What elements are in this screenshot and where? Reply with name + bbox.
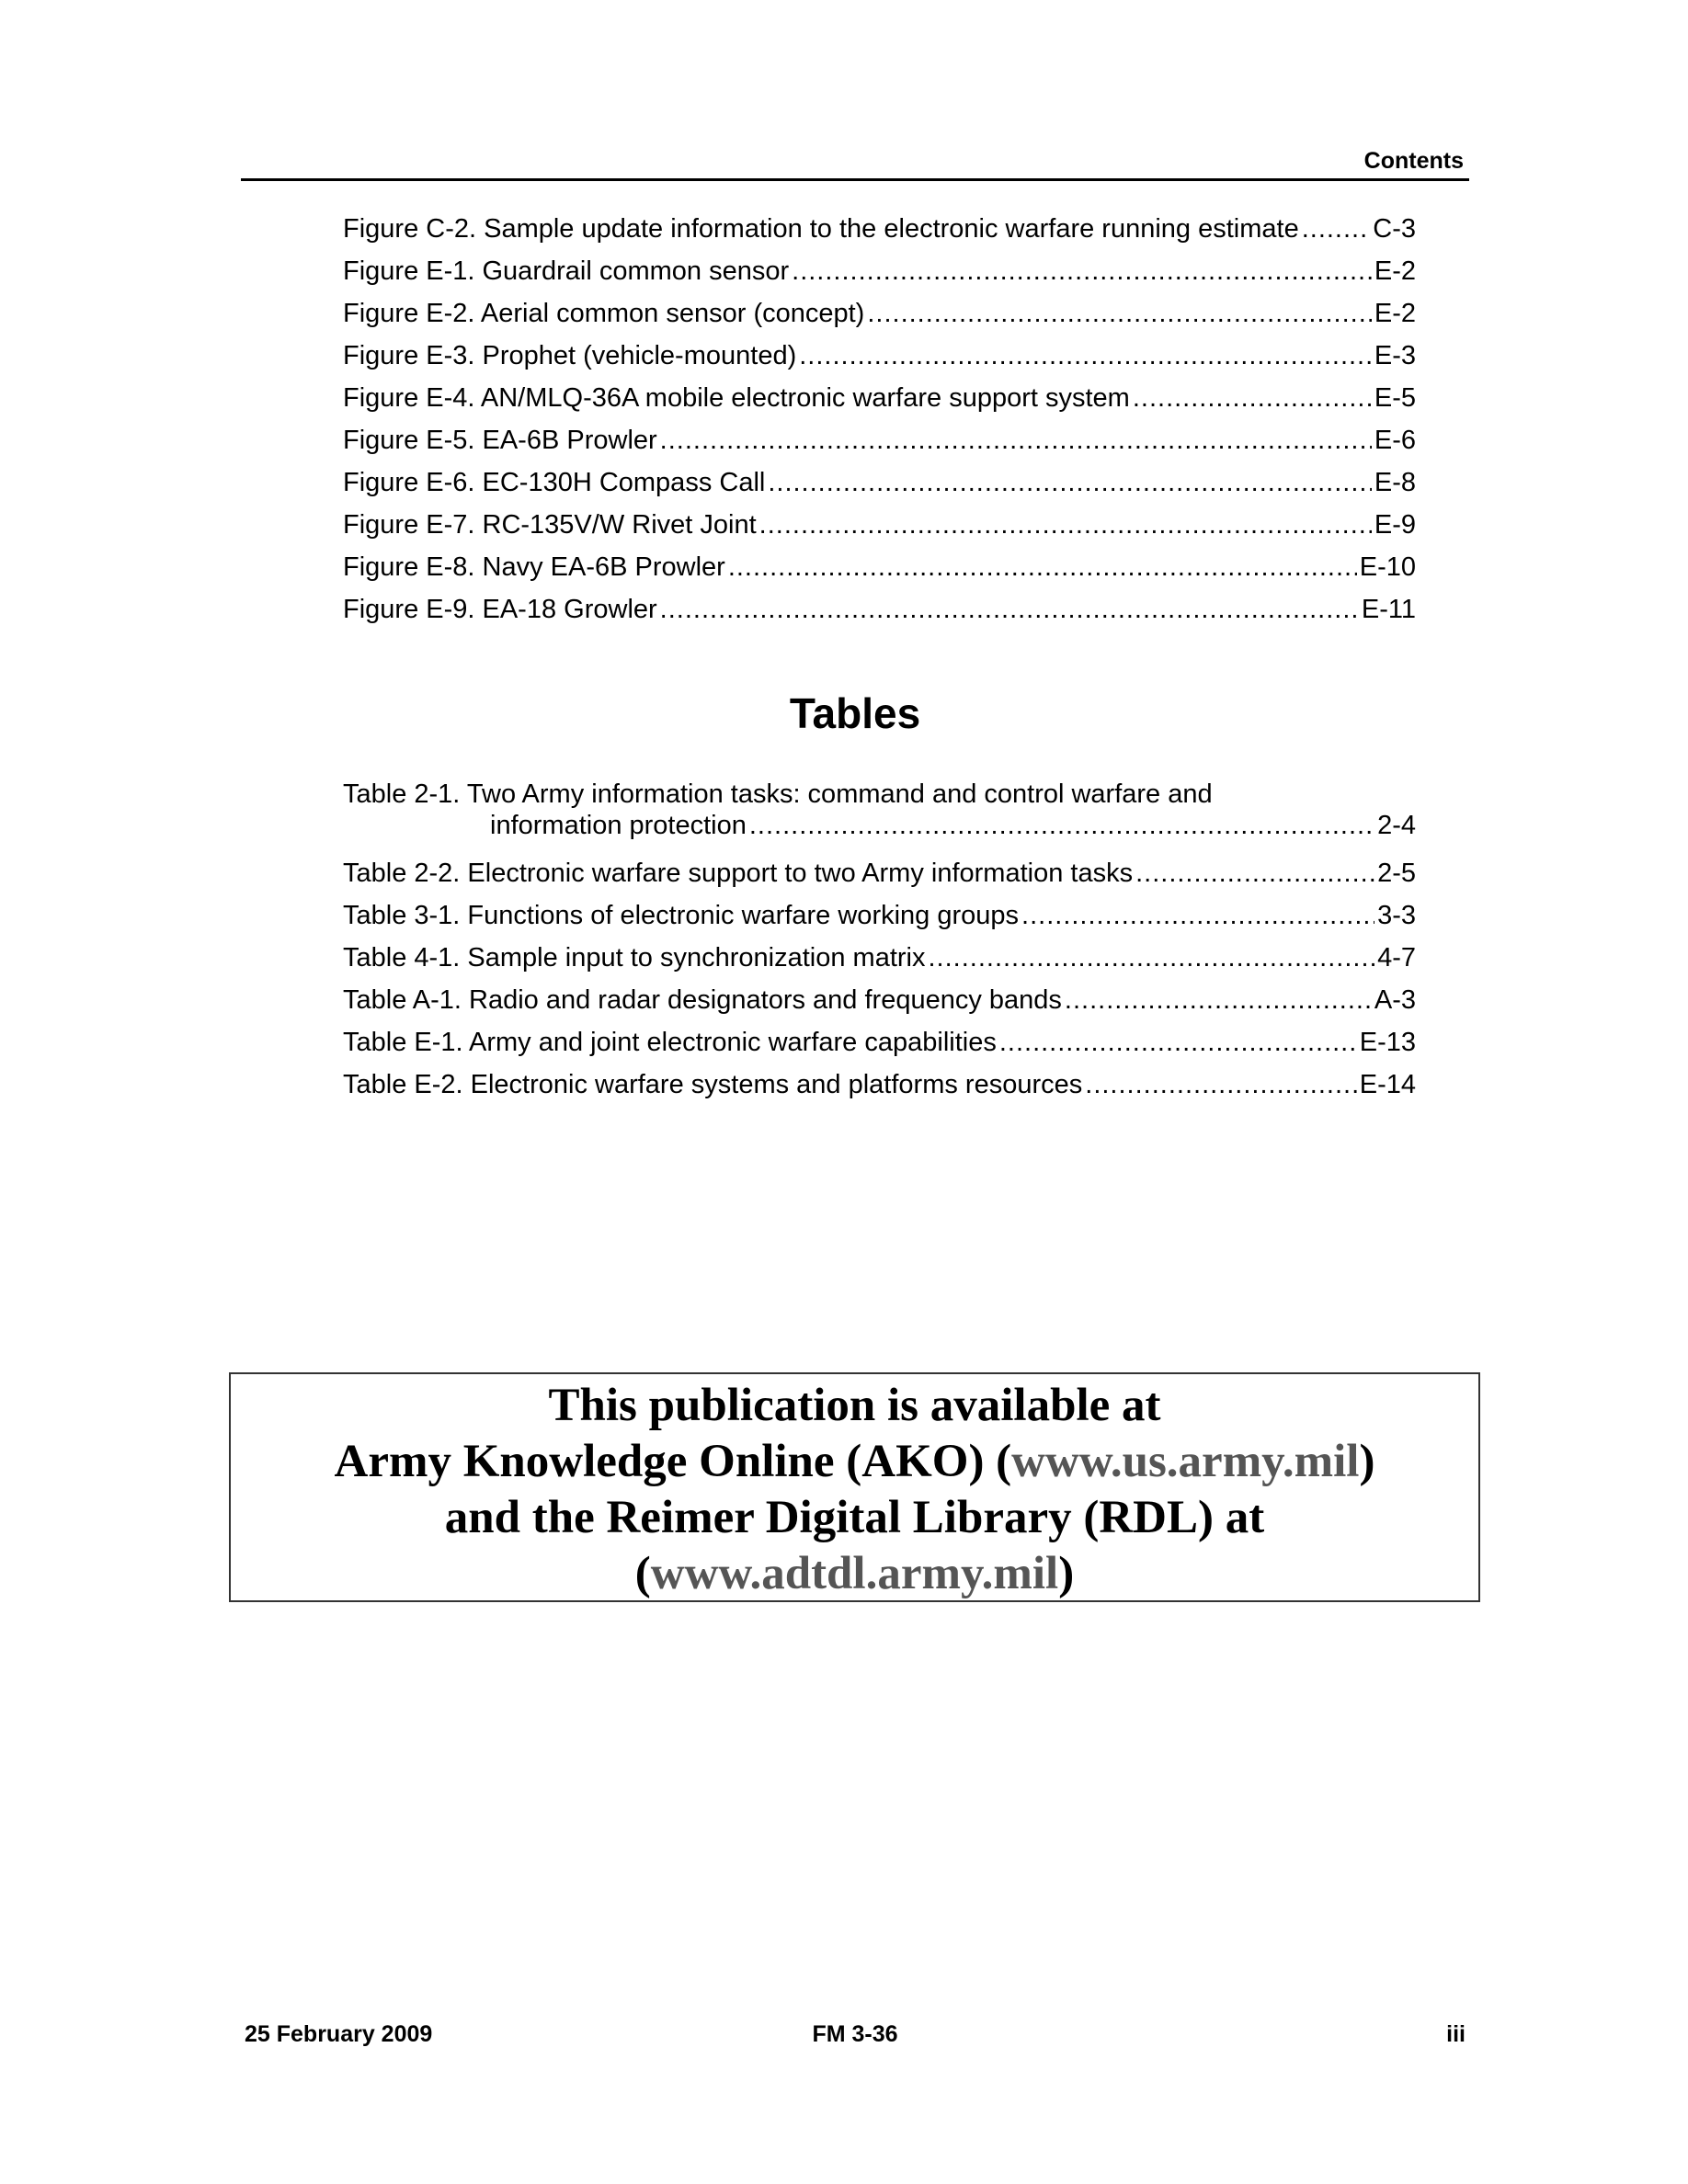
dot-leader [928, 937, 1374, 979]
ako-url-link[interactable]: www.us.army.mil [1011, 1436, 1360, 1487]
dot-leader [999, 1021, 1357, 1064]
toc-entry[interactable] [343, 546, 1416, 588]
toc-entry-page: 2-5 [1377, 859, 1416, 888]
toc-entry[interactable] [343, 461, 1416, 504]
toc-entry[interactable] [343, 419, 1416, 461]
dot-leader [1302, 208, 1371, 250]
toc-entry-page: C-3 [1373, 214, 1416, 244]
toc-entry-page: E-8 [1374, 468, 1416, 497]
toc-entry-label: Table E-1. Army and joint electronic warfare capabilities [343, 1028, 997, 1057]
availability-text: ) [1058, 1548, 1075, 1599]
toc-entry-label: Figure E-5. EA-6B Prowler [343, 426, 657, 455]
toc-entry[interactable] [343, 894, 1416, 937]
toc-entry[interactable] [343, 1021, 1416, 1064]
toc-entry[interactable] [343, 292, 1416, 335]
dot-leader [1133, 377, 1372, 419]
dot-leader [1021, 894, 1374, 937]
availability-notice [229, 1372, 1480, 1602]
toc-entry[interactable] [343, 588, 1416, 631]
dot-leader [749, 810, 1374, 841]
dot-leader [759, 504, 1372, 546]
toc-entry[interactable] [343, 208, 1416, 250]
footer-publication: FM 3-36 [812, 2021, 898, 2047]
tables-list [343, 779, 1416, 1106]
toc-entry-page: E-2 [1374, 299, 1416, 328]
toc-entry[interactable] [343, 779, 1416, 841]
toc-entry-label-continued: information protection [490, 811, 747, 840]
availability-text: ) [1359, 1436, 1375, 1487]
dot-leader [1065, 979, 1372, 1021]
toc-entry[interactable] [343, 504, 1416, 546]
toc-entry-label: Table 2-2. Electronic warfare support to two Army information tasks [343, 859, 1134, 888]
toc-entry-page: E-10 [1359, 552, 1416, 582]
toc-entry-label: Figure E-2. Aerial common sensor (concept) [343, 299, 865, 328]
toc-entry-page: E-6 [1374, 426, 1416, 455]
dot-leader [867, 292, 1372, 335]
toc-entry-label: Figure E-9. EA-18 Growler [343, 595, 657, 624]
toc-entry-page: 4-7 [1377, 943, 1416, 973]
toc-entry[interactable] [343, 852, 1416, 894]
toc-entry-label: Table 2-1. Two Army information tasks: command and control warfare and [343, 779, 1213, 809]
dot-leader [768, 461, 1372, 504]
toc-entry-page: 3-3 [1377, 901, 1416, 930]
toc-entry-page: 2-4 [1377, 811, 1416, 840]
toc-entry-label: Figure E-6. EC-130H Compass Call [343, 468, 766, 497]
tables-heading: Tables [789, 689, 921, 737]
toc-entry-label: Figure E-8. Navy EA-6B Prowler [343, 552, 725, 582]
footer-page-number: iii [1446, 2021, 1466, 2047]
toc-entry-label: Table A-1. Radio and radar designators and frequency bands [343, 985, 1062, 1015]
toc-entry-page: E-5 [1374, 383, 1416, 413]
toc-entry-label: Table 3-1. Functions of electronic warfare working groups [343, 901, 1020, 930]
rdl-url-link[interactable]: www.adtdl.army.mil [650, 1548, 1059, 1599]
dot-leader [660, 588, 1359, 631]
dot-leader [799, 335, 1372, 377]
toc-entry[interactable] [343, 937, 1416, 979]
toc-entry[interactable] [343, 1064, 1416, 1106]
toc-entry-page: E-2 [1374, 256, 1416, 286]
availability-line-3: and the Reimer Digital Library (RDL) at [444, 1492, 1265, 1543]
toc-entry-label: Figure E-3. Prophet (vehicle-mounted) [343, 341, 797, 370]
dot-leader [792, 250, 1372, 292]
toc-entry[interactable] [343, 377, 1416, 419]
availability-line-1: This publication is available at [548, 1380, 1161, 1431]
toc-entry-label: Table 4-1. Sample input to synchronization matrix [343, 943, 926, 973]
toc-entry[interactable] [343, 979, 1416, 1021]
toc-entry-label: Figure E-4. AN/MLQ-36A mobile electronic warfare support system [343, 383, 1130, 413]
header-title: Contents [1363, 148, 1464, 174]
footer-date: 25 February 2009 [245, 2021, 433, 2047]
availability-line-2 [231, 1434, 1478, 1490]
availability-text: ( [634, 1548, 651, 1599]
toc-entry-label: Figure C-2. Sample update information to the electronic warfare running estimate [343, 214, 1299, 244]
availability-line-4 [231, 1546, 1478, 1602]
page-header [241, 147, 1469, 181]
toc-entry-page: E-9 [1374, 510, 1416, 540]
toc-entry[interactable] [343, 250, 1416, 292]
dot-leader [1085, 1064, 1356, 1106]
toc-entry-page: E-13 [1359, 1028, 1416, 1057]
toc-entry-label: Figure E-1. Guardrail common sensor [343, 256, 790, 286]
toc-entry[interactable] [343, 335, 1416, 377]
dot-leader [660, 419, 1372, 461]
availability-text: Army Knowledge Online (AKO) ( [334, 1436, 1012, 1487]
figures-list [343, 208, 1416, 631]
toc-entry-label: Table E-2. Electronic warfare systems and platforms resources [343, 1070, 1083, 1099]
dot-leader [728, 546, 1357, 588]
toc-entry-page: E-3 [1374, 341, 1416, 370]
toc-entry-page: A-3 [1374, 985, 1416, 1015]
dot-leader [1135, 852, 1374, 894]
toc-entry-label: Figure E-7. RC-135V/W Rivet Joint [343, 510, 757, 540]
toc-entry-page: E-11 [1361, 595, 1416, 624]
toc-entry-page: E-14 [1359, 1070, 1416, 1099]
